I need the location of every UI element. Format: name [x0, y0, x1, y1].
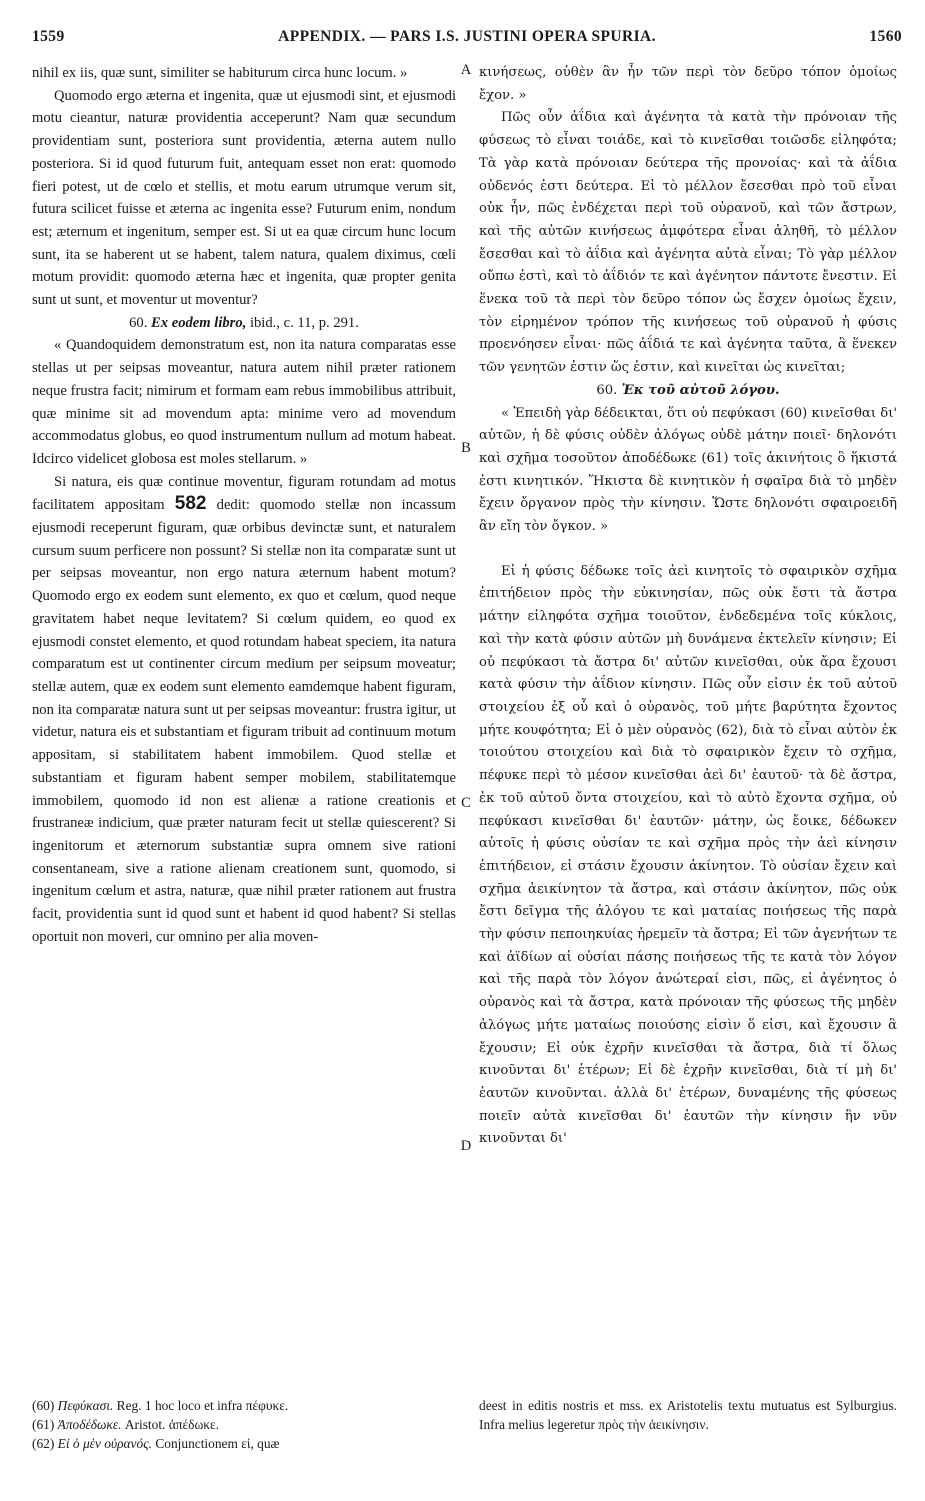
footnote-lemma: Πεφύκασι.	[57, 1398, 114, 1413]
greek-paragraph: Πῶς οὖν ἀΐδια καὶ ἀγένητα τὰ κατὰ τὴν πρόνοιαν τῆς φύσεως τὸ εἶναι τοιάδε, καὶ τὸ κινεῖσθαι τοιῶσδε εἰληφότα; Τὰ γὰρ κατὰ πρόνοιαν δεύτερα τῆς προνοίας· καὶ τὰ ἀΐδια οὐδενός ἐστι δεύτερα. Εἰ τὸ μέλλον ἔσεσθαι πρὸ τοῦ εἶναι οὐκ ἦν, πῶς ἐνδέχεται περὶ τοῦ οὐρανοῦ, καὶ τῶν ἄστρων, καὶ τῆς αὐτῶν κινήσεως ἀμφότερα εἶναι ἀληθῆ, τὸ μέλλον ἔσεσθαι καὶ τὸ ἀΐδια καὶ ἀγένητα αὐτὰ εἶναι; Τὸ γὰρ μέλλον οὔπω ἐστὶ, καὶ τὸ ἀΐδιόν τε καὶ ἀγένητον πάντοτε ἔνεστιν. Εἰ ἕνεκα τοῦ τὰ περὶ τὸν δεῦρο τόπον ὡς ἔσχεν ὁμοίως ἔχειν, τὸν εἰρημένον τρόπον τῆς κινήσεως τοῦ οὐρανοῦ ἡ φύσις προενόησεν εἶναι· πῶς ἀΐδιά τε καὶ ἀγένητα ταῦτα, ἃ ἕνεκεν τῶν γενητῶν ἐστιν ὥς ἐστιν, καὶ κινεῖται ὡς κινεῖται;	[479, 110, 897, 376]
latin-paragraph: nihil ex iis, quæ sunt, similiter se habiturum circa hunc locum. »	[32, 65, 408, 81]
footnotes-left	[32, 1396, 456, 1453]
latin-column	[32, 62, 456, 948]
footnote-label: (60)	[32, 1398, 55, 1413]
section-number: 60.	[596, 382, 618, 398]
margin-marker-c: C	[461, 795, 471, 811]
greek-paragraph: Εἰ ἡ φύσις δέδωκε τοῖς ἀεὶ κινητοῖς τὸ σφαιρικὸν σχῆμα ἐπιτήδειον πρὸς τὴν εὐκινησίαν, πῶς οὐκ ἔστι τὰ ἄστρα μάτην εἰληφότα σχῆμα τοιοῦτον, ἐνδεδεμένα τοῖς κύκλοις, καὶ τὴν κατὰ φύσιν αὐτῶν μὴ δυνάμενα ἐκτελεῖν κίνησιν; Εἰ οὐ πεφύκασι τὰ ἄστρα δι' αὐτῶν κινεῖσθαι, οὐκ ἄρα ἔχουσι κατὰ φύσιν τὴν ἀΐδιον κίνησιν. Πῶς οὖν εἰσιν ἐκ τοῦ αὐτοῦ στοιχείου ἐξ οὗ καὶ ὁ οὐρανὸς, τοῦ μήτε βαρύτητα ἔχοντος μήτε κουφότητα; Εἰ ὁ μὲν οὐρανὸς (62), διὰ τὸ εἶναι αὐτὸν ἐκ τοιούτου στοιχείου καὶ διὰ τὸ σφαιρικὸν ἔχειν τὸ σχῆμα, πέφυκε περὶ τὸ μέσον κινεῖσθαι ἀεὶ δι' ἑαυτοῦ· τὰ δὲ ἄστρα, ἐκ τοῦ αὐτοῦ ὄντα στοιχείου, καὶ τὸ αὐτὸ ἔχοντα σχῆμα, οὐ πεφύκασι κινεῖσθαι δι' ἑαυτῶν· μάτην, ὡς ἔοικε, δέδωκεν αὐτοῖς ἡ φύσις οὐσίαν τε καὶ σχῆμα πρὸς τὴν ἀεὶ κίνησιν ἐπιτήδειον, εἰ στάσιν ἔχουσιν ἀκίνητον. Τὸ οὐσίαν ἔχειν καὶ σχῆμα ἀεικίνητον τὰ ἄστρα, καὶ στάσιν ἀκίνητον, πῶς οὐκ ἔστι δεῖγμα τῆς ἀλόγου τε καὶ ματαίας ποιήσεως τῆς παρὰ τὴν φύσιν πεποιηκυίας ἠρεμεῖν τὰ ἄστρα; Εἰ τῶν ἀγενήτων τε καὶ ἀϊδίων αἱ οὐσίαι πάσης ποιήσεως τῆς τε κατὰ τὸν λόγον καὶ τῆς παρὰ τὸν λόγον ἀνώτεραί εἰσι, πῶς, εἰ ἀγένητος ὁ οὐρανὸς καὶ τὰ ἄστρα, κατὰ πρόνοιαν τῆς φύσεως τῆς μηδὲν ἀλόγως μήτε ματαίως ποιούσης εἰσὶν ὅ εἰσι, καὶ ἔχουσιν ἃ ἔχουσιν; Εἰ οὐκ ἐχρῆν κινεῖσθαι τὰ ἄστρα, διὰ τί ὅλως κινοῦνται δι' ἑτέρων; Εἰ δὲ ἐχρῆν κινεῖσθαι, διὰ τί μὴ δι' ἑαυτῶν κινοῦνται. ἀλλὰ δι' ἑτέρων, δυναμένης τῆς φύσεως ποιεῖν αὐτὰ κινεῖσθαι δι' ἑαυτῶν τὴν κίνησιν ἣν νῦν κινοῦνται δι'	[479, 563, 897, 1147]
latin-paragraph	[32, 471, 456, 949]
footnote-text: Aristot. ἀπέδωκε.	[124, 1417, 219, 1432]
margin-marker-b: B	[461, 440, 471, 456]
page-number-left: 1559	[32, 28, 65, 45]
footnote-61	[32, 1415, 456, 1434]
section-heading	[32, 312, 456, 335]
latin-text: dedit: quomodo stellæ non incassum ejusmodi receperunt figuram, quæ orbibus devinctæ sunt, et naturalem cursum suum perficere non possunt? Si stellæ non ita comparatæ sunt ut per seipsas moveantur, non ergo natura æternum habent motum? Quomodo ergo ex eodem sunt elemento, ex quo et cœlum, quod neque gravitatem habet neque levitatem? Si cœlum quidem, eo quod ex ejusmodi constet elemento, et quod rotundam habeat speciem, ita natura comparatum est ut continenter circum medium per seipsum moveatur; stellæ autem, quæ ex eodem sunt elemento eamdemque habent figuram, non ita comparatæ natura sunt ut per seipsas moveantur: frustra igitur, ut videtur, natura eis et substantiam et figuram tribuit ad continuum motum appositam, si stabilitatem habent immobilem. Quod stellæ et substantiam et figuram habent semper mobilem, stabilitatemque immobilem, quomodo id non est alienæ a ratione creationis et frustraneæ indicium, quæ præter naturam fecit ut stellæ quiescerent? Si ingenitorum et æternorum substantiæ supra omnem sive rationi consentaneam, sive a ratione alienam creationem sunt, quomodo, si ingenitum cœlum et astra, naturæ, quæ nihil præter rationem aut frustra facit, providentia sunt id quod sunt et habent id quod habent? Si stellas oportuit non moveri, cur omnino per alia moven-	[32, 497, 456, 945]
section-number: 60.	[129, 314, 148, 331]
running-header	[32, 28, 902, 54]
footnotes-right	[479, 1396, 897, 1434]
section-title: Ἐκ τοῦ αὐτοῦ λόγου.	[621, 382, 780, 398]
greek-quotation: « Ἐπειδὴ γὰρ δέδεικται, ὅτι οὐ πεφύκασι (60) κινεῖσθαι δι' αὐτῶν, ἡ δὲ φύσις οὐδὲν ἀλόγως οὐδὲ μάτην ποιεῖ· δηλονότι καὶ σχῆμα τοσοῦτον ἀποδέδωκε (61) τοῖς ἀκινήτοις ὃ ἥκιστά ἐστι κινητικόν. Ἥκιστα δὲ κινητικὸν ἡ σφαῖρα διὰ τὸ μηδὲν ἔχειν ὄργανον πρὸς τὴν κίνησιν. Ὥστε δηλονότι σφαιροειδῆ ἂν εἴη τὸν ὄγκον. »	[479, 405, 897, 535]
section-reference: ibid., c. 11, p. 291.	[249, 314, 359, 331]
latin-paragraph: Quomodo ergo æterna et ingenita, quæ ut ejusmodi sint, et ejusmodi motu cieantur, naturæ providentia acceperunt? Nam quæ secundum providentiam sunt, posteriora sunt providentia, æterna autem nullo posteriora. Si id quod futurum fuit, antequam esset non erat: quomodo fieri potest, ut de cœlo et stellis, et motu earum utrumque verum sit, futura scilicet fuisse et æterna ac ingenita esse? Futurum enim, nondum est; æternum et ingenitum, semper est. Si ut ea quæ circum hunc locum sunt, ita se haberent ut se habent, talem natura, qualem diximus, cœli motum providit: quomodo æterna hæc et ingenita, quæ propter genita sunt ut sunt, et moventur ut moventur?	[32, 87, 456, 309]
latin-quotation: « Quandoquidem demonstratum est, non ita natura comparatas esse stellas ut per seipsas moveantur, natura autem nihil præter rationem neque frustra facit; nimirum et formam eam rebus immobilibus attribuit, quæ minime sit ad movendum apta: minime vero ad movendum accommodatus globus, eo quod instrumentum nullum ad motum habeat. Idcirco videlicet globosa est moles stellarum. »	[32, 337, 456, 467]
footnote-text: Conjunctionem εἰ, quæ	[155, 1436, 280, 1451]
section-heading	[479, 380, 897, 403]
footnote-60	[32, 1396, 456, 1415]
footnote-continuation: deest in editis nostris et mss. ex Aristotelis textu mutuatus est Sylburgius. Infra melius legeretur πρὸς τὴν ἀεικίνησιν.	[479, 1398, 897, 1432]
footnote-62	[32, 1434, 456, 1453]
footnote-text: Reg. 1 hoc loco et infra πέφυκε.	[116, 1398, 289, 1413]
latin-text: Si natura, eis quæ continue moventur, figuram rotundam ad motus facilitatem appositam	[32, 473, 456, 514]
page-number-right: 1560	[869, 28, 902, 45]
footnote-lemma: Εἰ ὁ μὲν οὐρανός.	[57, 1436, 152, 1451]
running-title: APPENDIX. — PARS I.S. JUSTINI OPERA SPURIA.	[278, 28, 656, 45]
section-title: Ex eodem libro,	[151, 314, 247, 331]
footnote-label: (61)	[32, 1417, 55, 1432]
margin-marker-a: A	[460, 62, 472, 78]
greek-column	[479, 62, 897, 1151]
margin-marker-d: D	[460, 1138, 472, 1154]
footnote-label: (62)	[32, 1436, 55, 1451]
footnote-lemma: Ἀποδέδωκε.	[57, 1417, 122, 1432]
column-number: 582	[174, 493, 207, 515]
greek-paragraph: κινήσεως, οὐθὲν ἂν ἦν τῶν περὶ τὸν δεῦρο τόπον ὁμοίως ἔχον. »	[479, 65, 897, 103]
